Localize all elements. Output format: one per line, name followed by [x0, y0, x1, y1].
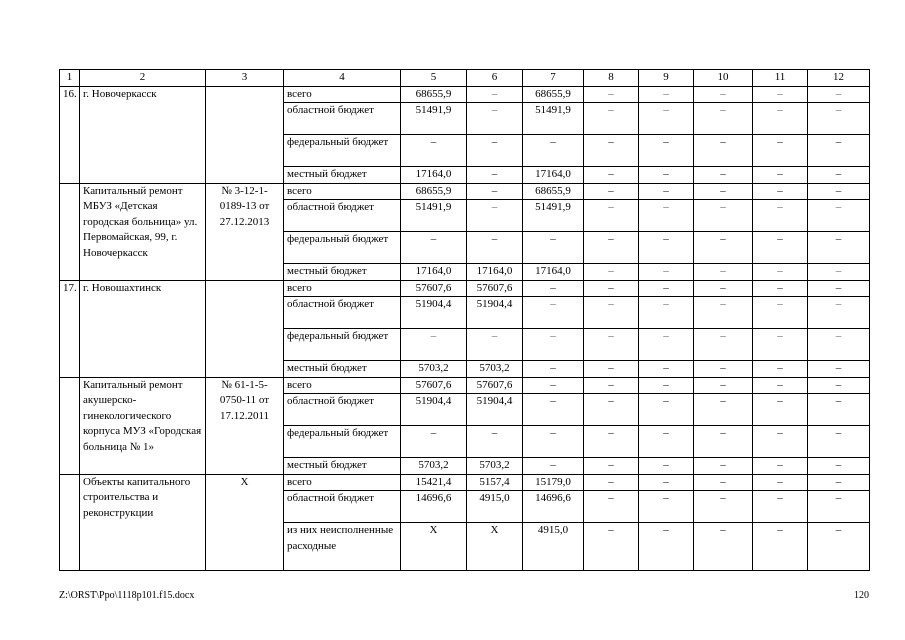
value-cell: – — [467, 167, 523, 184]
value-cell: 5703,2 — [401, 458, 467, 475]
value-cell: 14696,6 — [401, 491, 467, 523]
row-number: 16. — [60, 86, 80, 183]
value-cell: – — [808, 103, 870, 135]
value-cell: – — [639, 491, 694, 523]
value-cell: – — [523, 426, 584, 458]
value-cell: 15421,4 — [401, 474, 467, 491]
value-cell: – — [753, 329, 808, 361]
value-cell: – — [639, 280, 694, 297]
value-cell: – — [694, 103, 753, 135]
value-cell: 5703,2 — [467, 458, 523, 475]
header-cell: 8 — [584, 70, 639, 87]
source-label: всего — [284, 280, 401, 297]
value-cell: – — [694, 394, 753, 426]
source-label: федеральный бюджет — [284, 426, 401, 458]
value-cell: – — [753, 103, 808, 135]
row-number — [60, 183, 80, 280]
source-label: областной бюджет — [284, 394, 401, 426]
value-cell: 68655,9 — [401, 86, 467, 103]
value-cell: 5703,2 — [401, 361, 467, 378]
value-cell: – — [467, 200, 523, 232]
value-cell: – — [584, 86, 639, 103]
value-cell: – — [753, 280, 808, 297]
value-cell: – — [808, 135, 870, 167]
value-cell: – — [808, 394, 870, 426]
value-cell: – — [401, 426, 467, 458]
value-cell: 57607,6 — [467, 377, 523, 394]
value-cell: – — [808, 200, 870, 232]
value-cell: – — [639, 361, 694, 378]
value-cell: – — [467, 135, 523, 167]
value-cell: X — [401, 523, 467, 571]
value-cell: – — [523, 297, 584, 329]
value-cell: – — [584, 167, 639, 184]
value-cell: 68655,9 — [523, 86, 584, 103]
value-cell: – — [694, 523, 753, 571]
header-cell: 7 — [523, 70, 584, 87]
value-cell: – — [808, 458, 870, 475]
value-cell: – — [584, 394, 639, 426]
value-cell: – — [523, 394, 584, 426]
source-label: областной бюджет — [284, 200, 401, 232]
value-cell: 51491,9 — [401, 200, 467, 232]
value-cell: X — [467, 523, 523, 571]
value-cell: 57607,6 — [401, 280, 467, 297]
file-path: Z:\ORST\Ppo\1118p101.f15.docx — [59, 590, 195, 601]
source-label: всего — [284, 474, 401, 491]
table-row — [60, 474, 870, 491]
source-label: местный бюджет — [284, 264, 401, 281]
value-cell: – — [808, 377, 870, 394]
source-label: местный бюджет — [284, 361, 401, 378]
value-cell: – — [808, 280, 870, 297]
value-cell: – — [584, 426, 639, 458]
value-cell: – — [753, 86, 808, 103]
value-cell: – — [808, 491, 870, 523]
value-cell: 57607,6 — [401, 377, 467, 394]
value-cell: 51904,4 — [401, 297, 467, 329]
value-cell: 51904,4 — [467, 297, 523, 329]
value-cell: 4915,0 — [523, 523, 584, 571]
value-cell: – — [523, 232, 584, 264]
source-label: федеральный бюджет — [284, 329, 401, 361]
page-number: 120 — [854, 590, 869, 601]
value-cell: – — [584, 232, 639, 264]
source-label: федеральный бюджет — [284, 232, 401, 264]
value-cell: – — [639, 523, 694, 571]
document-ref — [206, 280, 284, 377]
value-cell: – — [584, 458, 639, 475]
value-cell: 68655,9 — [401, 183, 467, 200]
value-cell: – — [639, 394, 694, 426]
value-cell: – — [584, 103, 639, 135]
value-cell: 51904,4 — [401, 394, 467, 426]
value-cell: – — [753, 458, 808, 475]
value-cell: – — [467, 183, 523, 200]
document-ref — [206, 86, 284, 183]
value-cell: – — [523, 377, 584, 394]
budget-table — [59, 69, 870, 571]
value-cell: – — [639, 329, 694, 361]
value-cell: – — [639, 264, 694, 281]
value-cell: – — [584, 200, 639, 232]
value-cell: – — [694, 200, 753, 232]
value-cell: 51491,9 — [523, 103, 584, 135]
source-label: областной бюджет — [284, 103, 401, 135]
value-cell: – — [639, 183, 694, 200]
value-cell: – — [753, 474, 808, 491]
value-cell: – — [808, 329, 870, 361]
value-cell: – — [467, 426, 523, 458]
value-cell: 17164,0 — [523, 167, 584, 184]
value-cell: 17164,0 — [401, 167, 467, 184]
table-row — [60, 183, 870, 200]
value-cell: – — [523, 458, 584, 475]
value-cell: – — [639, 200, 694, 232]
value-cell: – — [694, 491, 753, 523]
header-cell: 1 — [60, 70, 80, 87]
value-cell: – — [523, 361, 584, 378]
value-cell: 17164,0 — [467, 264, 523, 281]
value-cell: 17164,0 — [401, 264, 467, 281]
header-cell: 3 — [206, 70, 284, 87]
value-cell: – — [584, 297, 639, 329]
value-cell: – — [694, 167, 753, 184]
value-cell: – — [584, 523, 639, 571]
source-label: из них неисполненные расходные — [284, 523, 401, 571]
value-cell: – — [401, 232, 467, 264]
value-cell: – — [808, 361, 870, 378]
value-cell: – — [808, 297, 870, 329]
value-cell: – — [639, 103, 694, 135]
value-cell: – — [694, 377, 753, 394]
value-cell: – — [639, 377, 694, 394]
value-cell: – — [523, 280, 584, 297]
value-cell: – — [753, 167, 808, 184]
value-cell: – — [584, 491, 639, 523]
value-cell: – — [523, 329, 584, 361]
value-cell: – — [584, 264, 639, 281]
value-cell: – — [694, 474, 753, 491]
value-cell: – — [639, 167, 694, 184]
header-cell: 12 — [808, 70, 870, 87]
row-number — [60, 474, 80, 571]
value-cell: – — [694, 86, 753, 103]
value-cell: – — [584, 474, 639, 491]
table-row — [60, 377, 870, 394]
object-name: Капитальный ремонт МБУЗ «Детская городская больница» ул. Первомайская, 99, г. Новочеркасск — [80, 183, 206, 280]
value-cell: – — [753, 377, 808, 394]
source-label: местный бюджет — [284, 458, 401, 475]
value-cell: 51491,9 — [523, 200, 584, 232]
value-cell: – — [584, 377, 639, 394]
row-number — [60, 377, 80, 474]
value-cell: 17164,0 — [523, 264, 584, 281]
value-cell: – — [639, 458, 694, 475]
value-cell: – — [401, 135, 467, 167]
value-cell: – — [753, 232, 808, 264]
document-ref: X — [206, 474, 284, 571]
document-ref: № 61-1-5-0750-11 от 17.12.2011 — [206, 377, 284, 474]
value-cell: – — [694, 458, 753, 475]
source-label: областной бюджет — [284, 297, 401, 329]
value-cell: – — [808, 167, 870, 184]
value-cell: 15179,0 — [523, 474, 584, 491]
value-cell: – — [753, 183, 808, 200]
value-cell: 51904,4 — [467, 394, 523, 426]
value-cell: – — [694, 426, 753, 458]
value-cell: – — [467, 232, 523, 264]
value-cell: – — [753, 491, 808, 523]
value-cell: – — [467, 329, 523, 361]
row-number: 17. — [60, 280, 80, 377]
value-cell: 5703,2 — [467, 361, 523, 378]
table-row — [60, 280, 870, 297]
header-cell: 4 — [284, 70, 401, 87]
header-cell: 9 — [639, 70, 694, 87]
source-label: всего — [284, 183, 401, 200]
value-cell: – — [584, 135, 639, 167]
value-cell: 51491,9 — [401, 103, 467, 135]
source-label: всего — [284, 377, 401, 394]
value-cell: – — [694, 135, 753, 167]
value-cell: – — [808, 523, 870, 571]
header-row — [60, 70, 870, 87]
value-cell: – — [639, 86, 694, 103]
source-label: федеральный бюджет — [284, 135, 401, 167]
source-label: всего — [284, 86, 401, 103]
value-cell: – — [584, 361, 639, 378]
value-cell: – — [694, 297, 753, 329]
object-name: г. Новочеркасск — [80, 86, 206, 183]
header-cell: 2 — [80, 70, 206, 87]
value-cell: 4915,0 — [467, 491, 523, 523]
value-cell: 5157,4 — [467, 474, 523, 491]
value-cell: 57607,6 — [467, 280, 523, 297]
value-cell: – — [639, 474, 694, 491]
value-cell: – — [584, 280, 639, 297]
value-cell: – — [753, 361, 808, 378]
source-label: областной бюджет — [284, 491, 401, 523]
value-cell: – — [639, 135, 694, 167]
value-cell: – — [753, 200, 808, 232]
value-cell: 14696,6 — [523, 491, 584, 523]
object-name: г. Новошахтинск — [80, 280, 206, 377]
value-cell: – — [584, 183, 639, 200]
source-label: местный бюджет — [284, 167, 401, 184]
value-cell: – — [753, 135, 808, 167]
header-cell: 6 — [467, 70, 523, 87]
value-cell: – — [639, 426, 694, 458]
value-cell: – — [808, 183, 870, 200]
header-cell: 11 — [753, 70, 808, 87]
table-row — [60, 86, 870, 103]
value-cell: – — [694, 329, 753, 361]
value-cell: – — [694, 361, 753, 378]
value-cell: – — [753, 426, 808, 458]
value-cell: – — [584, 329, 639, 361]
value-cell: – — [808, 474, 870, 491]
value-cell: – — [753, 394, 808, 426]
value-cell: – — [639, 232, 694, 264]
value-cell: – — [694, 264, 753, 281]
value-cell: – — [753, 297, 808, 329]
value-cell: – — [694, 232, 753, 264]
value-cell: – — [401, 329, 467, 361]
value-cell: – — [467, 103, 523, 135]
value-cell: 68655,9 — [523, 183, 584, 200]
object-name: Объекты капитального строительства и реконструкции — [80, 474, 206, 571]
header-cell: 5 — [401, 70, 467, 87]
value-cell: – — [523, 135, 584, 167]
value-cell: – — [753, 523, 808, 571]
value-cell: – — [808, 426, 870, 458]
value-cell: – — [808, 264, 870, 281]
value-cell: – — [467, 86, 523, 103]
value-cell: – — [694, 183, 753, 200]
value-cell: – — [808, 232, 870, 264]
object-name: Капитальный ремонт акушерско-гинекологического корпуса МУЗ «Городская больница № 1» — [80, 377, 206, 474]
value-cell: – — [694, 280, 753, 297]
document-ref: № 3-12-1-0189-13 от 27.12.2013 — [206, 183, 284, 280]
value-cell: – — [753, 264, 808, 281]
header-cell: 10 — [694, 70, 753, 87]
value-cell: – — [639, 297, 694, 329]
value-cell: – — [808, 86, 870, 103]
